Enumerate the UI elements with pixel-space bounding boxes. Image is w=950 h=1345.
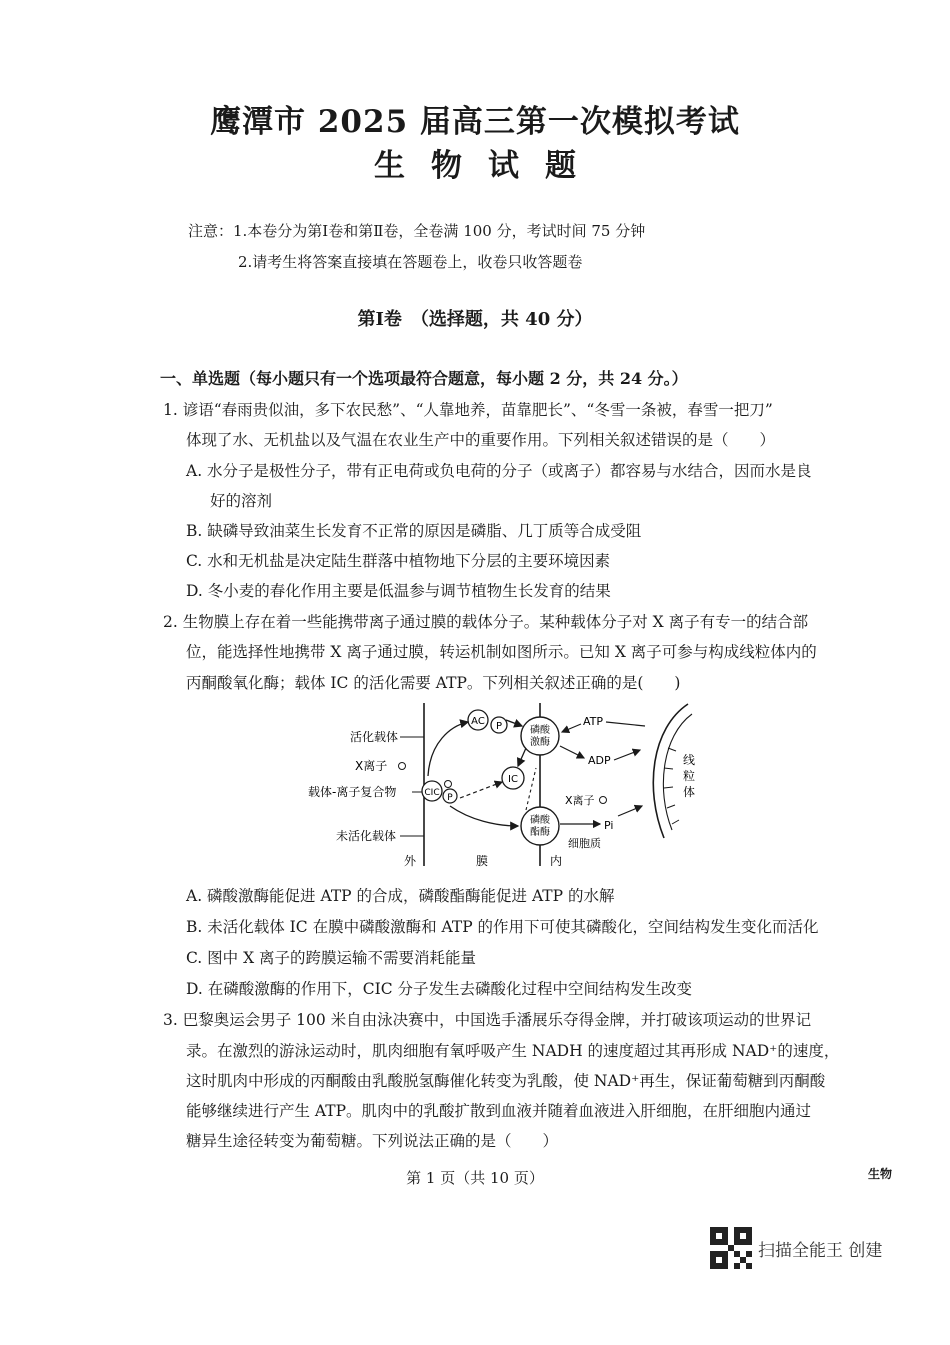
arrow-complex-dashed [460, 782, 502, 798]
line-atp-mito [606, 722, 645, 726]
label-outside: 外 [404, 854, 417, 868]
label-atp: ATP [583, 715, 604, 728]
q2-stem-line-2: 位，能选择性地携带 X 离子通过膜，转运机制如图所示。已知 X 离子可参与构成线粒体内的 [186, 643, 817, 661]
label-inside: 内 [550, 854, 563, 868]
label-complex: 载体-离子复合物 [308, 785, 397, 799]
note-line-2: 2.请考生将答案直接填在答题卷上，收卷只收答题卷 [238, 253, 583, 271]
q2-stem-line-3: 丙酮酸氧化酶；载体 IC 的活化需要 ATP。下列相关叙述正确的是( ) [186, 674, 681, 692]
mito-label-2: 粒 [683, 769, 696, 783]
arrow-adp-to-mito [614, 750, 640, 760]
ic-label: IC [508, 774, 518, 785]
mito-label-3: 体 [683, 785, 696, 799]
ac-label: AC [471, 716, 485, 727]
arrow-ac-to-kinase [506, 720, 522, 726]
q3-line-5: 糖异生途径转变为葡萄糖。下列说法正确的是（ ） [186, 1132, 559, 1150]
q2-option-d: D. 在磷酸激酶的作用下，CIC 分子发生去磷酸化过程中空间结构发生改变 [186, 980, 693, 998]
arrow-activation [428, 722, 468, 776]
label-membrane: 膜 [476, 854, 489, 868]
label-x-ion-right: X离子 [565, 794, 595, 807]
mito-label-1: 线 [683, 753, 696, 767]
page-title: 鹰潭市 2025 届高三第一次模拟考试 [210, 104, 740, 140]
arrow-pi-to-mito [618, 806, 642, 816]
carrier-transport-diagram [300, 698, 750, 870]
scanner-watermark [710, 1227, 882, 1269]
exam-notes [188, 216, 645, 278]
arrow-kinase-to-ic [518, 748, 526, 766]
q1-option-a: A. 水分子是极性分子，带有正电荷或负电荷的分子（或离子）都容易与水结合，因而水是良 [186, 462, 812, 480]
phosphate-cic-label: P [447, 793, 453, 803]
label-cytoplasm: 细胞质 [568, 837, 601, 850]
phosphate-ac-label: P [495, 721, 503, 732]
x-ion-dot-left [399, 763, 406, 770]
q1-option-d: D. 冬小麦的春化作用主要是低温参与调节植物生长发育的结果 [186, 582, 611, 600]
label-x-ion-left: X离子 [355, 759, 388, 773]
q3-line-2: 录。在激烈的游泳运动时，肌肉细胞有氧呼吸产生 NADH 的速度超过其再形成 NAD⁺的速度， [186, 1042, 840, 1060]
q1-option-a-cont: 好的溶剂 [210, 492, 273, 510]
q1-stem-line-1: 1. 谚语“春雨贵似油，多下农民愁”、“人靠地养，苗靠肥长”、“冬雪一条被，春雪一把刀” [163, 401, 773, 419]
note-line-1: 注意：1.本卷分为第Ⅰ卷和第Ⅱ卷，全卷满 100 分，考试时间 75 分钟 [188, 222, 646, 240]
arrow-complex-to-esterase [450, 806, 518, 826]
part-heading: 第Ⅰ卷 （选择题，共 40 分） [357, 309, 593, 330]
q3-line-1: 3. 巴黎奥运会男子 100 米自由泳决赛中，中国选手潘展乐夺得金牌，并打破该项运动的世界记 [163, 1011, 812, 1029]
label-pi: Pi [604, 819, 614, 832]
kinase-label-2: 激酶 [530, 737, 550, 748]
arrow-kinase-to-adp [560, 746, 584, 758]
section-heading: 一、单选题（每小题只有一个选项最符合题意，每小题 2 分，共 24 分。） [160, 369, 688, 388]
kinase-label-1: 磷酸 [530, 725, 550, 736]
q1-stem-line-2: 体现了水、无机盐以及气温在农业生产中的重要作用。下列相关叙述错误的是（ ） [186, 431, 776, 449]
esterase-label-1: 磷酸 [530, 815, 550, 826]
x-ion-dot-right [600, 797, 607, 804]
phospho-esterase [521, 807, 559, 845]
q2-option-a: A. 磷酸激酶能促进 ATP 的合成，磷酸酯酶能促进 ATP 的水解 [186, 887, 615, 905]
q1-option-b: B. 缺磷导致油菜生长发育不正常的原因是磷脂、几丁质等合成受阻 [186, 522, 642, 540]
cic-label: CIC [424, 788, 440, 798]
x-ion-bound [445, 781, 452, 788]
arrow-atp-to-kinase [562, 724, 581, 732]
q2-stem-line-1: 2. 生物膜上存在着一些能携带离子通过膜的载体分子。某种载体分子对 X 离子有专一的结合部 [163, 613, 809, 631]
q2-option-b: B. 未活化载体 IC 在膜中磷酸激酶和 ATP 的作用下可使其磷酸化，空间结构发生变化而活化 [186, 918, 819, 936]
q1-option-c: C. 水和无机盐是决定陆生群落中植物地下分层的主要环境因素 [186, 552, 611, 570]
qr-code-icon [710, 1227, 752, 1269]
watermark-text: 扫描全能王 创建 [758, 1240, 883, 1261]
label-inactive-carrier: 未活化载体 [336, 829, 397, 843]
page-subtitle: 生物试题 [374, 148, 602, 184]
phospho-kinase [521, 717, 559, 755]
q3-line-3: 这时肌肉中形成的丙酮酸由乳酸脱氢酶催化转变为乳酸，使 NAD⁺再生，保证葡萄糖到丙酮酸 [186, 1072, 826, 1090]
corner-mark: 生物 [868, 1167, 893, 1181]
q2-option-c: C. 图中 X 离子的跨膜运输不需要消耗能量 [186, 949, 477, 967]
q3-line-4: 能够继续进行产生 ATP。肌肉中的乳酸扩散到血液并随着血液进入肝细胞，在肝细胞内通过 [186, 1102, 812, 1120]
label-adp: ADP [588, 754, 611, 767]
dashed-link [526, 768, 536, 810]
label-activated-carrier: 活化载体 [350, 730, 399, 744]
page-footer: 第 1 页（共 10 页） [406, 1169, 544, 1187]
esterase-label-2: 酯酶 [530, 827, 550, 838]
